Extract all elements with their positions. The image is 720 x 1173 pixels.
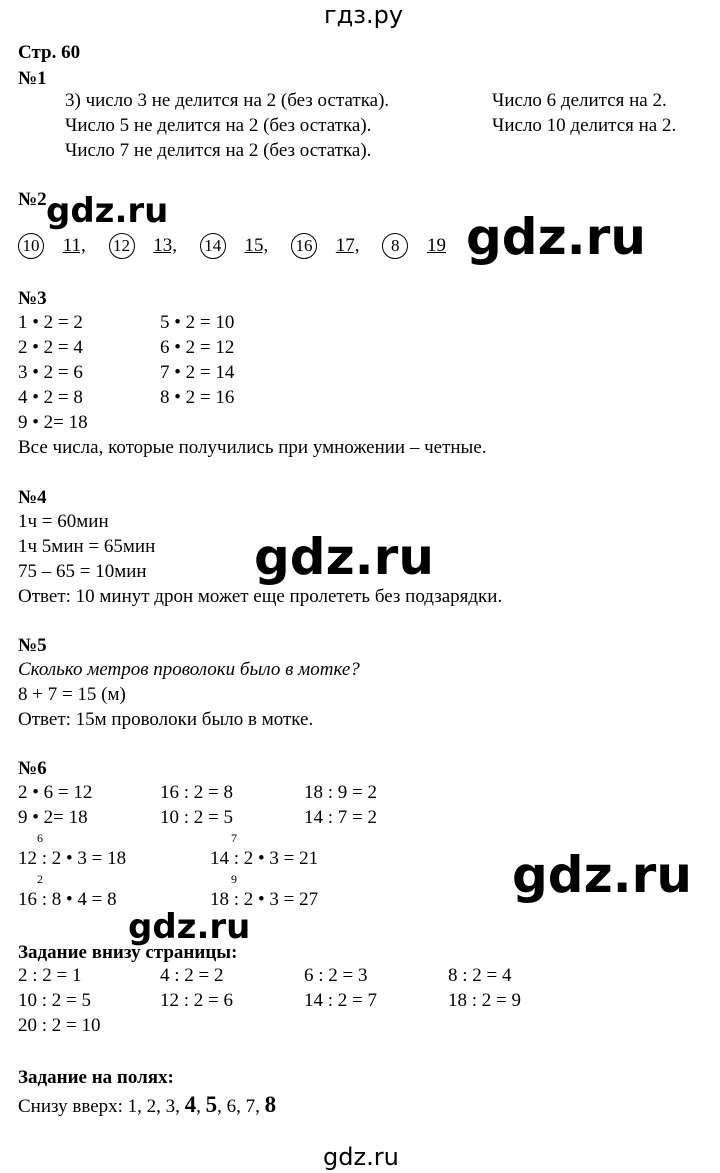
equation: 18 : 2 = 9 bbox=[448, 990, 521, 1011]
number: 11, bbox=[62, 235, 86, 256]
bottom-task-title: Задание внизу страницы: bbox=[18, 942, 238, 963]
sequence-bold-number: 4 bbox=[184, 1092, 197, 1117]
task4-title: №4 bbox=[18, 487, 47, 508]
intermediate-result: 9 bbox=[231, 872, 237, 886]
equation: 14 : 7 = 2 bbox=[304, 807, 377, 828]
sequence-text: , bbox=[196, 1096, 206, 1117]
equation: 3 • 2 = 6 bbox=[18, 362, 83, 383]
task2-title: №2 bbox=[18, 189, 47, 210]
equation: 18 : 2 • 3 = 27 bbox=[210, 889, 319, 910]
task3-title: №3 bbox=[18, 288, 47, 309]
circled-number: 10 bbox=[18, 233, 44, 259]
task5-answer: Ответ: 15м проволоки было в мотке. bbox=[18, 709, 314, 730]
equation: 7 • 2 = 14 bbox=[160, 362, 235, 383]
equation: 2 • 2 = 4 bbox=[18, 337, 83, 358]
equation: 10 : 2 = 5 bbox=[160, 807, 233, 828]
task1-line: Число 7 не делится на 2 (без остатка). bbox=[65, 140, 372, 161]
equation: 8 • 2 = 16 bbox=[160, 387, 235, 408]
equation: 12 : 2 = 6 bbox=[160, 990, 233, 1011]
number: 13, bbox=[153, 235, 178, 256]
equation: 9 • 2= 18 bbox=[18, 412, 88, 433]
watermark-n4: gdz.ru bbox=[254, 528, 434, 586]
equation: 5 • 2 = 10 bbox=[160, 312, 235, 333]
circled-number: 14 bbox=[200, 233, 226, 259]
sequence-text: , 6, 7, bbox=[217, 1096, 265, 1117]
equation: 18 : 9 = 2 bbox=[304, 782, 377, 803]
task1-line: Число 10 делится на 2. bbox=[492, 115, 677, 136]
task5-line: 8 + 7 = 15 (м) bbox=[18, 684, 126, 705]
equation: 12 : 2 • 3 = 18 bbox=[18, 848, 127, 869]
task4-line: 1ч 5мин = 65мин bbox=[18, 536, 156, 557]
equation: 6 : 2 = 3 bbox=[304, 965, 368, 986]
margin-task-title: Задание на полях: bbox=[18, 1067, 174, 1088]
task1-line: 3) число 3 не делится на 2 (без остатка). bbox=[65, 90, 390, 111]
number: 15, bbox=[244, 235, 269, 256]
equation: 14 : 2 • 3 = 21 bbox=[210, 848, 319, 869]
watermark-n2-big: gdz.ru bbox=[466, 208, 646, 266]
task2-number-row bbox=[18, 233, 446, 259]
task4-line: 1ч = 60мин bbox=[18, 511, 109, 532]
task1-title: №1 bbox=[18, 68, 47, 89]
task6-title: №6 bbox=[18, 758, 47, 779]
equation: 8 : 2 = 4 bbox=[448, 965, 512, 986]
equation: 16 : 2 = 8 bbox=[160, 782, 233, 803]
equation: 1 • 2 = 2 bbox=[18, 312, 83, 333]
watermark-n6-small: gdz.ru bbox=[128, 907, 251, 947]
task5-question: Сколько метров проволоки было в мотке? bbox=[18, 659, 360, 680]
margin-task-sequence bbox=[18, 1093, 276, 1116]
circled-number: 8 bbox=[382, 233, 408, 259]
watermark-n6: gdz.ru bbox=[512, 846, 692, 904]
task1-line: Число 6 делится на 2. bbox=[492, 90, 667, 111]
task3-conclusion: Все числа, которые получились при умножении – четные. bbox=[18, 437, 487, 458]
intermediate-result: 2 bbox=[37, 872, 43, 886]
sequence-bold-number: 5 bbox=[205, 1092, 218, 1117]
page-number: Стр. 60 bbox=[18, 42, 81, 63]
intermediate-result: 7 bbox=[231, 831, 237, 845]
sequence-bold-number: 8 bbox=[264, 1092, 277, 1117]
task1-line: Число 5 не делится на 2 (без остатка). bbox=[65, 115, 372, 136]
equation: 16 : 8 • 4 = 8 bbox=[18, 889, 117, 910]
sequence-text: Снизу вверх: 1, 2, 3, bbox=[18, 1096, 185, 1117]
equation: 4 • 2 = 8 bbox=[18, 387, 83, 408]
equation: 2 • 6 = 12 bbox=[18, 782, 93, 803]
watermark-bottom: gdz.ru bbox=[323, 1143, 399, 1171]
task4-line: 75 – 65 = 10мин bbox=[18, 561, 147, 582]
watermark-n2: gdz.ru bbox=[46, 191, 169, 231]
watermark-top: гдз.ру bbox=[324, 1, 404, 29]
equation: 6 • 2 = 12 bbox=[160, 337, 235, 358]
task4-answer: Ответ: 10 минут дрон может еще пролететь без подзарядки. bbox=[18, 586, 503, 607]
number: 17, bbox=[335, 235, 360, 256]
circled-number: 12 bbox=[109, 233, 135, 259]
equation: 2 : 2 = 1 bbox=[18, 965, 82, 986]
task5-title: №5 bbox=[18, 635, 47, 656]
equation: 20 : 2 = 10 bbox=[18, 1015, 101, 1036]
equation: 4 : 2 = 2 bbox=[160, 965, 224, 986]
equation: 9 • 2= 18 bbox=[18, 807, 88, 828]
equation: 14 : 2 = 7 bbox=[304, 990, 377, 1011]
circled-number: 16 bbox=[291, 233, 317, 259]
intermediate-result: 6 bbox=[37, 831, 43, 845]
number: 19 bbox=[427, 235, 447, 256]
equation: 10 : 2 = 5 bbox=[18, 990, 91, 1011]
